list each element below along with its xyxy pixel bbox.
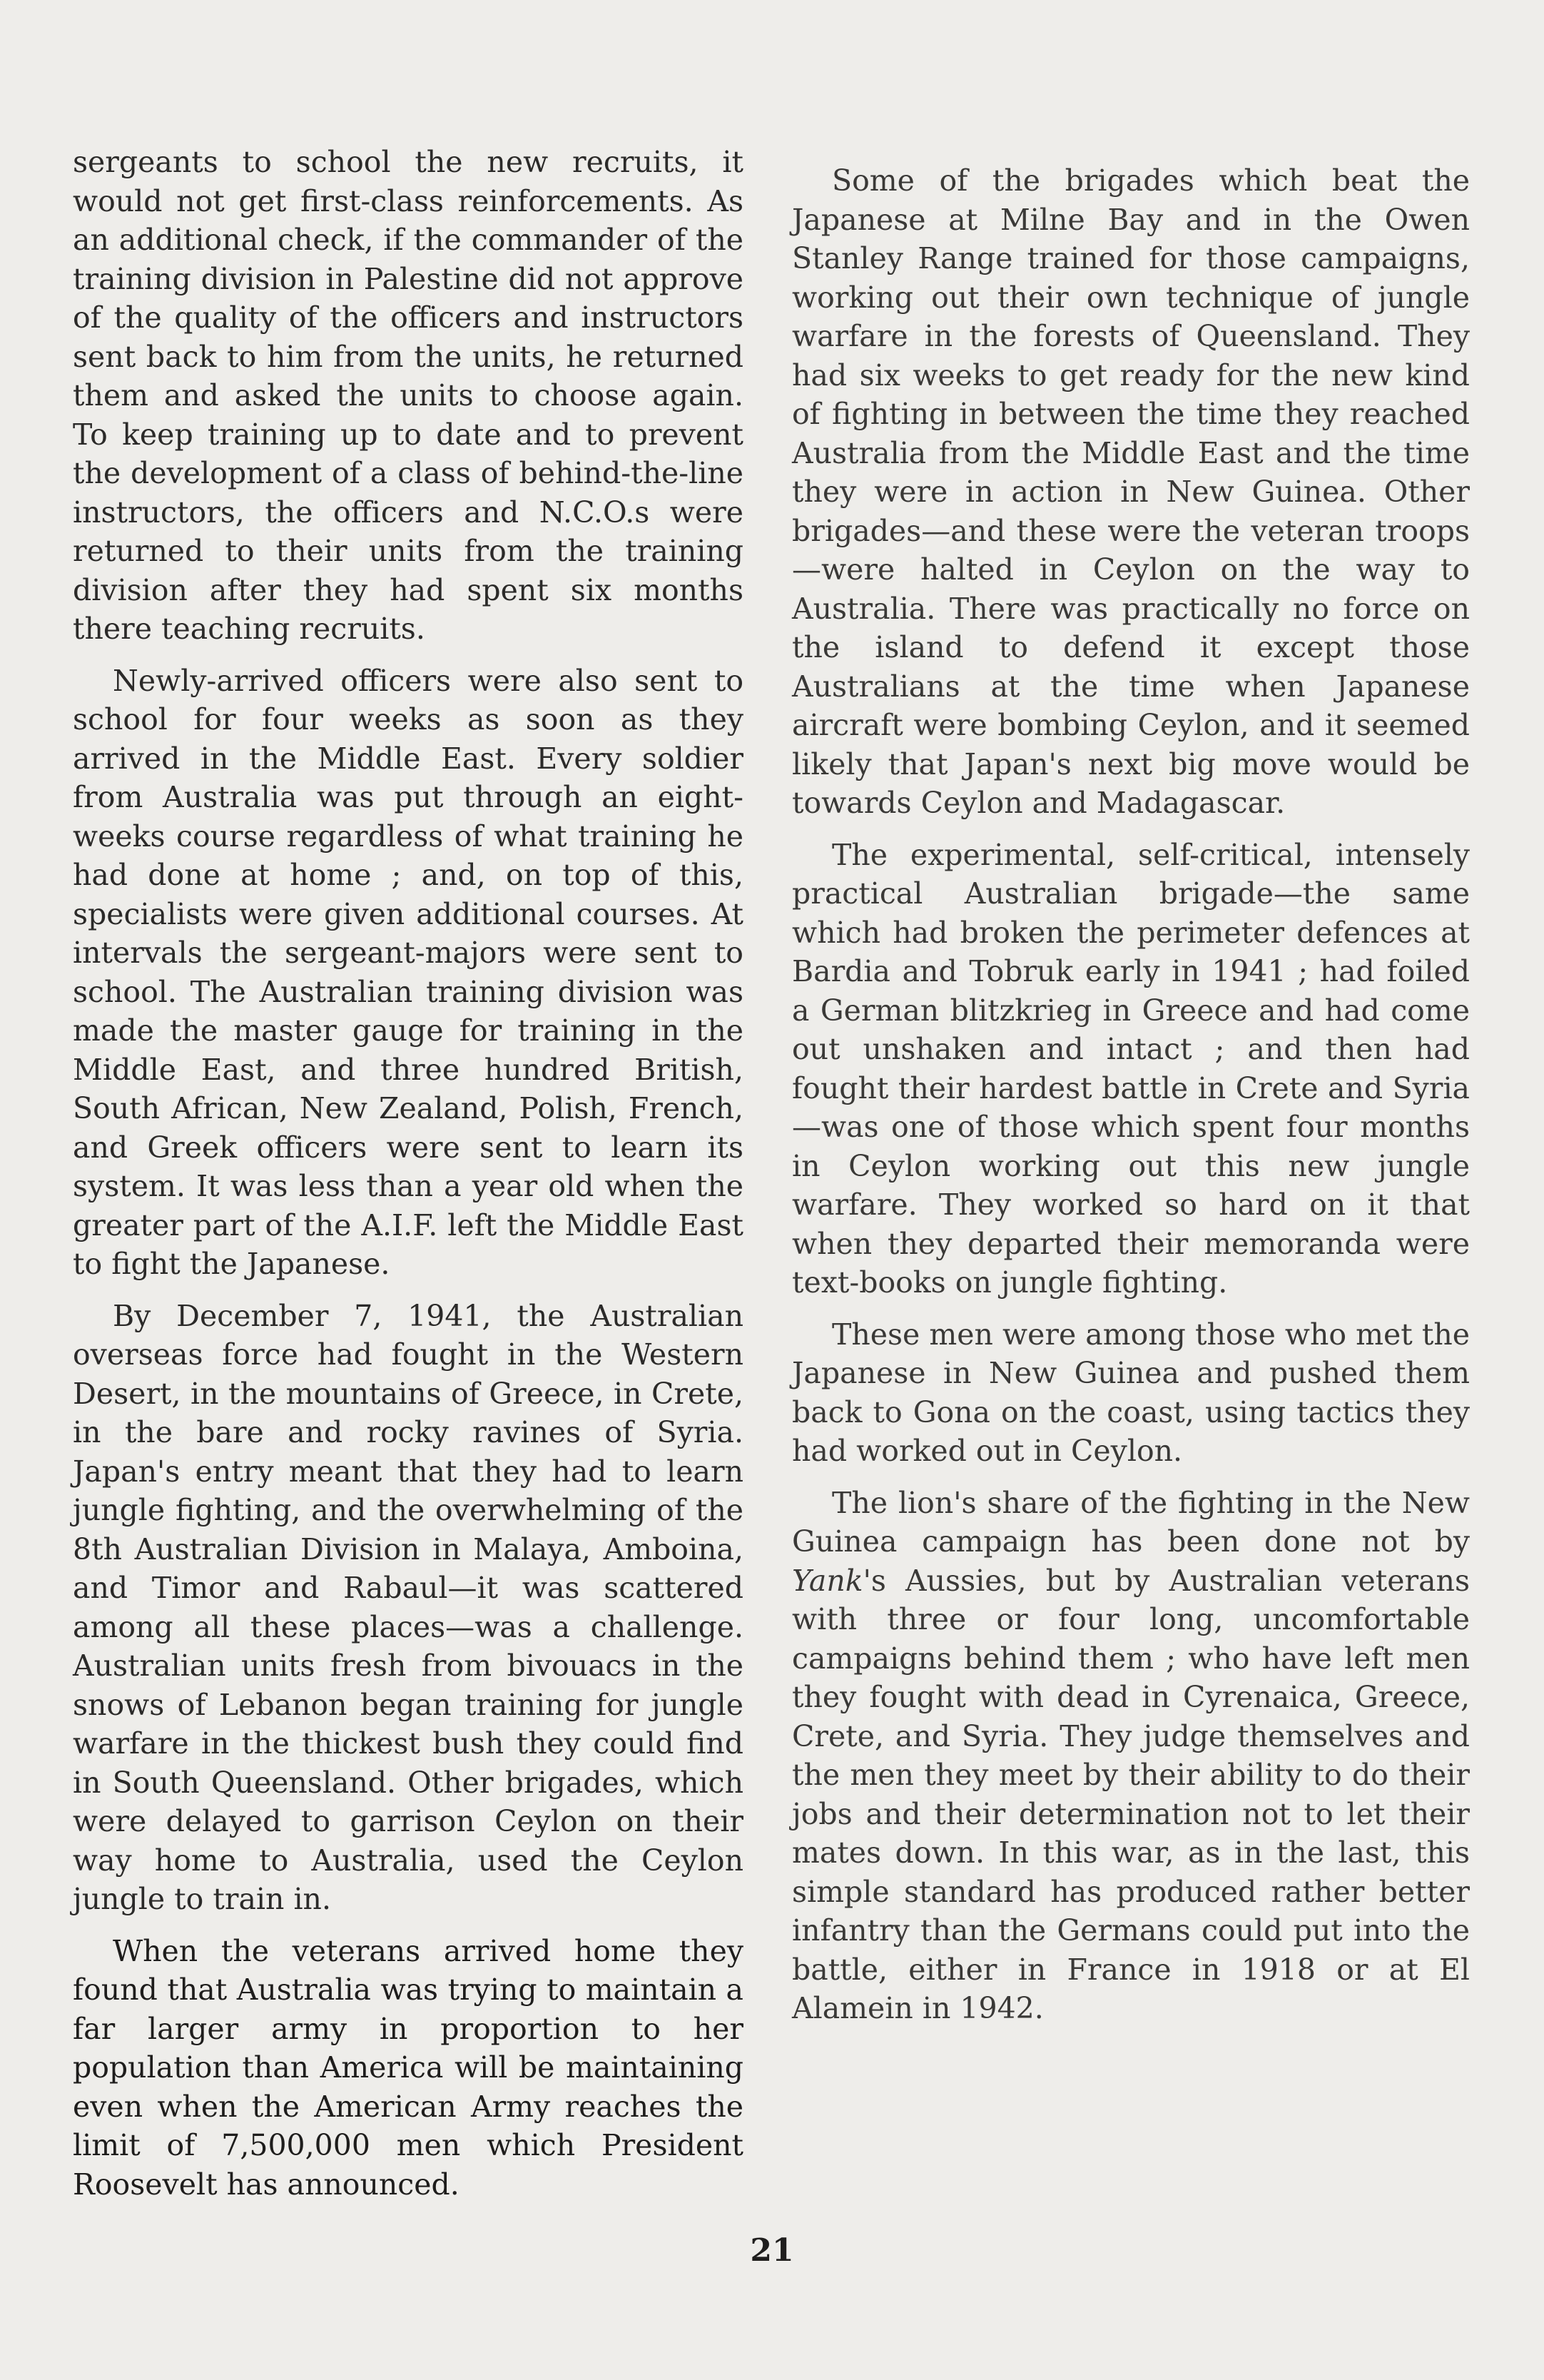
left-paragraph-4: When the veterans arrived home they found that Australia was trying to maintain a far larger army in proportion to her population than America will be maintaining even when the American Army reaches the limit of 7,500,000 men which President Roosevelt has announced.	[73, 1933, 743, 2202]
right-paragraph-4-start: The lion's share of the fighting in the New Guinea campaign has been done not by	[792, 1485, 1470, 1559]
left-paragraph-2: Newly-arrived officers were also sent to school for four weeks as soon as they arrived in the Middle East. Every soldier from Australia was put through an eight-weeks course regardless of what training he had done at home ; and, on top of this, specialists were given additional courses. At intervals the sergeant-majors were sent to school. The Australian training division was made the master gauge for training in the Middle East, and three hundred British, South African, New Zealand, Polish, French, and Greek officers were sent to learn its system. It was less than a year old when the greater part of the A.I.F. left the Middle East to fight the Japanese.	[73, 663, 743, 1281]
right-paragraph-4-rest: 's Aussies, but by Australian veterans with three or four long, uncomfortable campaigns behind them ; who have left men they fought with dead in Cyrenaica, Greece, Crete, and Syria. They judge themselves and the men they meet by their ability to do their jobs and their determination not to let their mates down. In this war, as in the last, this simple standard has produced rather better infantry than the Germans could put into the battle, either in France in 1918 or at El Alamein in 1942.	[792, 1563, 1470, 2025]
right-text-column	[792, 161, 1470, 2041]
left-paragraph-3: By December 7, 1941, the Australian overseas force had fought in the Western Desert, in the mountains of Greece, in Crete, in the bare and rocky ravines of Syria. Japan's entry meant that they had to learn jungle fighting, and the overwhelming of the 8th Australian Division in Malaya, Amboina, and Timor and Rabaul—it was scattered among all these places—was a challenge. Australian units fresh from bivouacs in the snows of Lebanon began training for jungle warfare in the thickest bush they could find in South Queensland. Other brigades, which were delayed to garrison Ceylon on their way home to Australia, used the Ceylon jungle to train in.	[73, 1298, 743, 1916]
page-number: 21	[750, 2232, 794, 2269]
yank-magazine-title: Yank	[792, 1563, 863, 1598]
right-paragraph-1: Some of the brigades which beat the Japanese at Milne Bay and in the Owen Stanley Range trained for those campaigns, working out their own technique of jungle warfare in the forests of Queensland. They had six weeks to get ready for the new kind of fighting in between the time they reached Australia from the Middle East and the time they were in action in New Guinea. Other brigades—and these were the veteran troops—were halted in Ceylon on the way to Australia. There was practically no force on the island to defend it except those Australians at the time when Japanese aircraft were bombing Ceylon, and it seemed likely that Japan's next big move would be towards Ceylon and Madagascar.	[792, 163, 1470, 820]
left-paragraph-1: sergeants to school the new recruits, it would not get first-class reinforcements. As an additional check, if the commander of the training division in Palestine did not approve of the quality of the officers and instructors sent back to him from the units, he returned them and asked the units to choose again. To keep training up to date and to prevent the development of a class of behind-the-line instructors, the officers and N.C.O.s were returned to their units from the training division after they had spent six months there teaching recruits.	[73, 145, 743, 646]
left-text-column	[73, 143, 743, 2217]
right-paragraph-2: The experimental, self-critical, intensely practical Australian brigade—the same which had broken the perimeter defences at Bardia and Tobruk early in 1941 ; had foiled a German blitzkrieg in Greece and had come out unshaken and intact ; and then had fought their hardest battle in Crete and Syria—was one of those which spent four months in Ceylon working out this new jungle warfare. They worked so hard on it that when they departed their memoranda were text-books on jungle fighting.	[792, 837, 1470, 1300]
right-paragraph-3: These men were among those who met the Japanese in New Guinea and pushed them back to Gona on the coast, using tactics they had worked out in Ceylon.	[792, 1317, 1470, 1468]
right-paragraph-4	[792, 1484, 1470, 2028]
